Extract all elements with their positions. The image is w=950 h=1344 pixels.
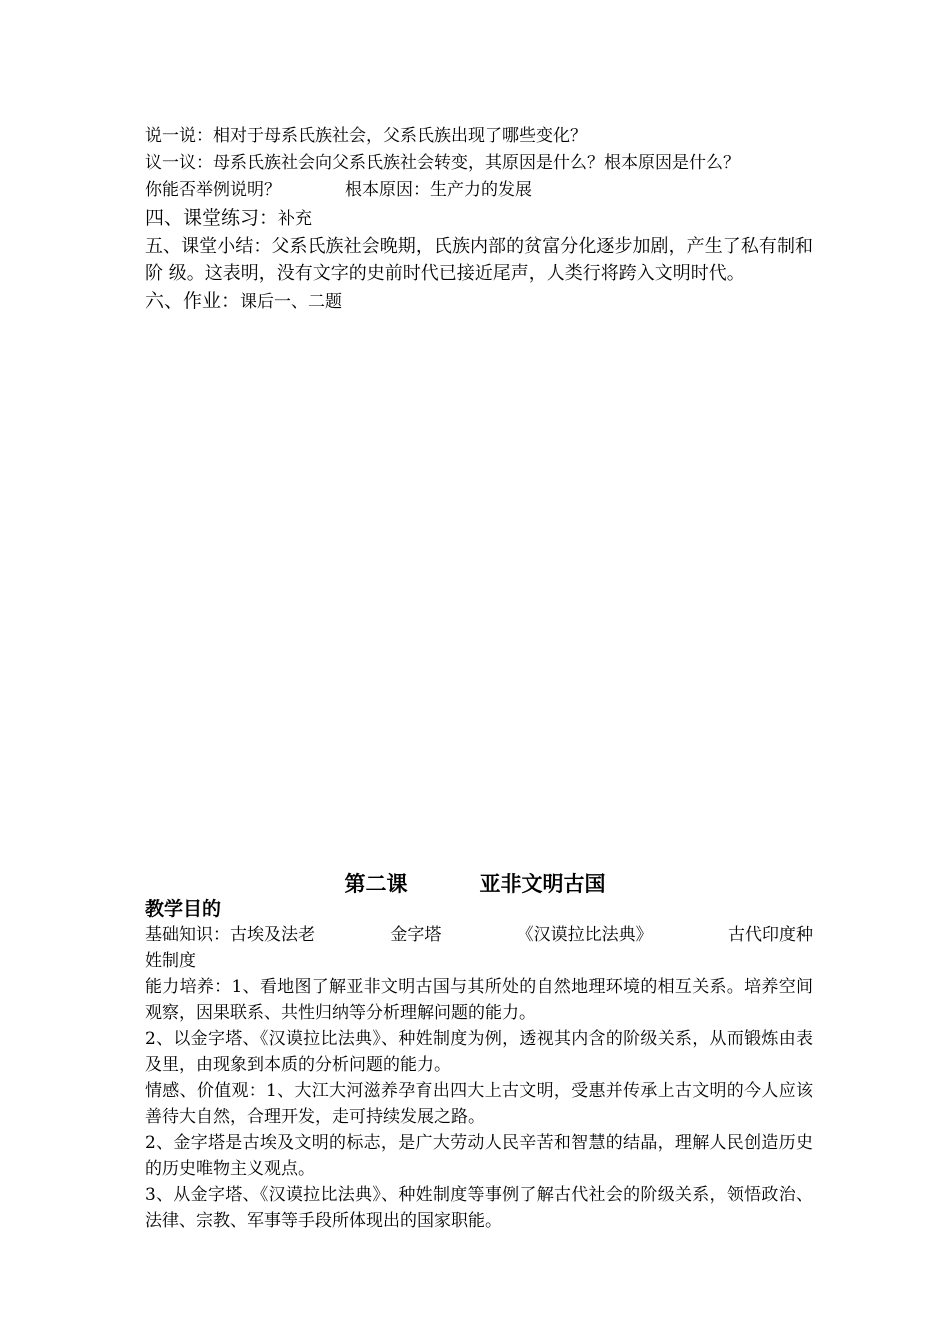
lesson-number: 第二课 bbox=[344, 872, 408, 896]
values-item-1: 情感、价值观：1、大江大河滋养孕育出四大上古文明，受惠并传承上古文明的今人应该善待大自然，合理开发，走可持续发展之路。 bbox=[145, 1081, 813, 1127]
exercise-value: 补充 bbox=[278, 209, 313, 229]
previous-lesson-section bbox=[145, 123, 813, 316]
lesson-title bbox=[0, 869, 950, 899]
example-prompt-row bbox=[145, 177, 813, 204]
basic-item-caste-a: 古代印度种 bbox=[727, 925, 813, 945]
lesson-summary: 五、课堂小结：父系氏族社会晚期，氏族内部的贫富分化逐步加剧，产生了私有制和阶 级。这表明，没有文字的史前时代已接近尾声，人类行将跨入文明时代。 bbox=[145, 236, 813, 284]
root-cause: 根本原因：生产力的发展 bbox=[345, 180, 532, 200]
discuss-prompt: 议一议：母系氏族社会向父系氏族社会转变，其原因是什么？根本原因是什么？ bbox=[145, 153, 740, 173]
lesson-name: 亚非文明古国 bbox=[479, 872, 606, 896]
homework-value: 课后一、二题 bbox=[240, 292, 343, 312]
basic-item-code: 《汉谟拉比法典》 bbox=[516, 925, 653, 945]
basic-knowledge-row bbox=[145, 922, 813, 948]
objectives-heading: 教学目的 bbox=[145, 898, 222, 920]
values-item-3: 3、从金字塔、《汉谟拉比法典》、种姓制度等事例了解古代社会的阶级关系，领悟政治、法律、宗教、军事等手段所体现出的国家职能。 bbox=[145, 1185, 813, 1231]
homework-heading: 六、作业： bbox=[145, 290, 241, 312]
basic-knowledge-label: 基础知识：古埃及法老 bbox=[145, 925, 315, 945]
exercise-heading: 四、课堂练习： bbox=[145, 207, 279, 229]
basic-item-pyramid: 金字塔 bbox=[390, 925, 442, 945]
example-prompt: 你能否举例说明？ bbox=[145, 180, 281, 200]
talk-prompt: 说一说：相对于母系氏族社会，父系氏族出现了哪些变化？ bbox=[145, 126, 587, 146]
basic-item-caste-b: 姓制度 bbox=[145, 951, 196, 971]
ability-item-1: 能力培养：1、看地图了解亚非文明古国与其所处的自然地理环境的相互关系。培养空间观察，因果联系、共性归纳等分析理解问题的能力。 bbox=[145, 977, 813, 1023]
values-item-2: 2、金字塔是古埃及文明的标志，是广大劳动人民辛苦和智慧的结晶，理解人民创造历史的历史唯物主义观点。 bbox=[145, 1133, 813, 1179]
exercise-row bbox=[145, 204, 813, 233]
homework-row bbox=[145, 287, 813, 316]
ability-item-2: 2、以金字塔、《汉谟拉比法典》、种姓制度为例，透视其内含的阶级关系，从而锻炼由表及里，由现象到本质的分析问题的能力。 bbox=[145, 1029, 813, 1075]
lesson-objectives-section bbox=[145, 896, 813, 1234]
